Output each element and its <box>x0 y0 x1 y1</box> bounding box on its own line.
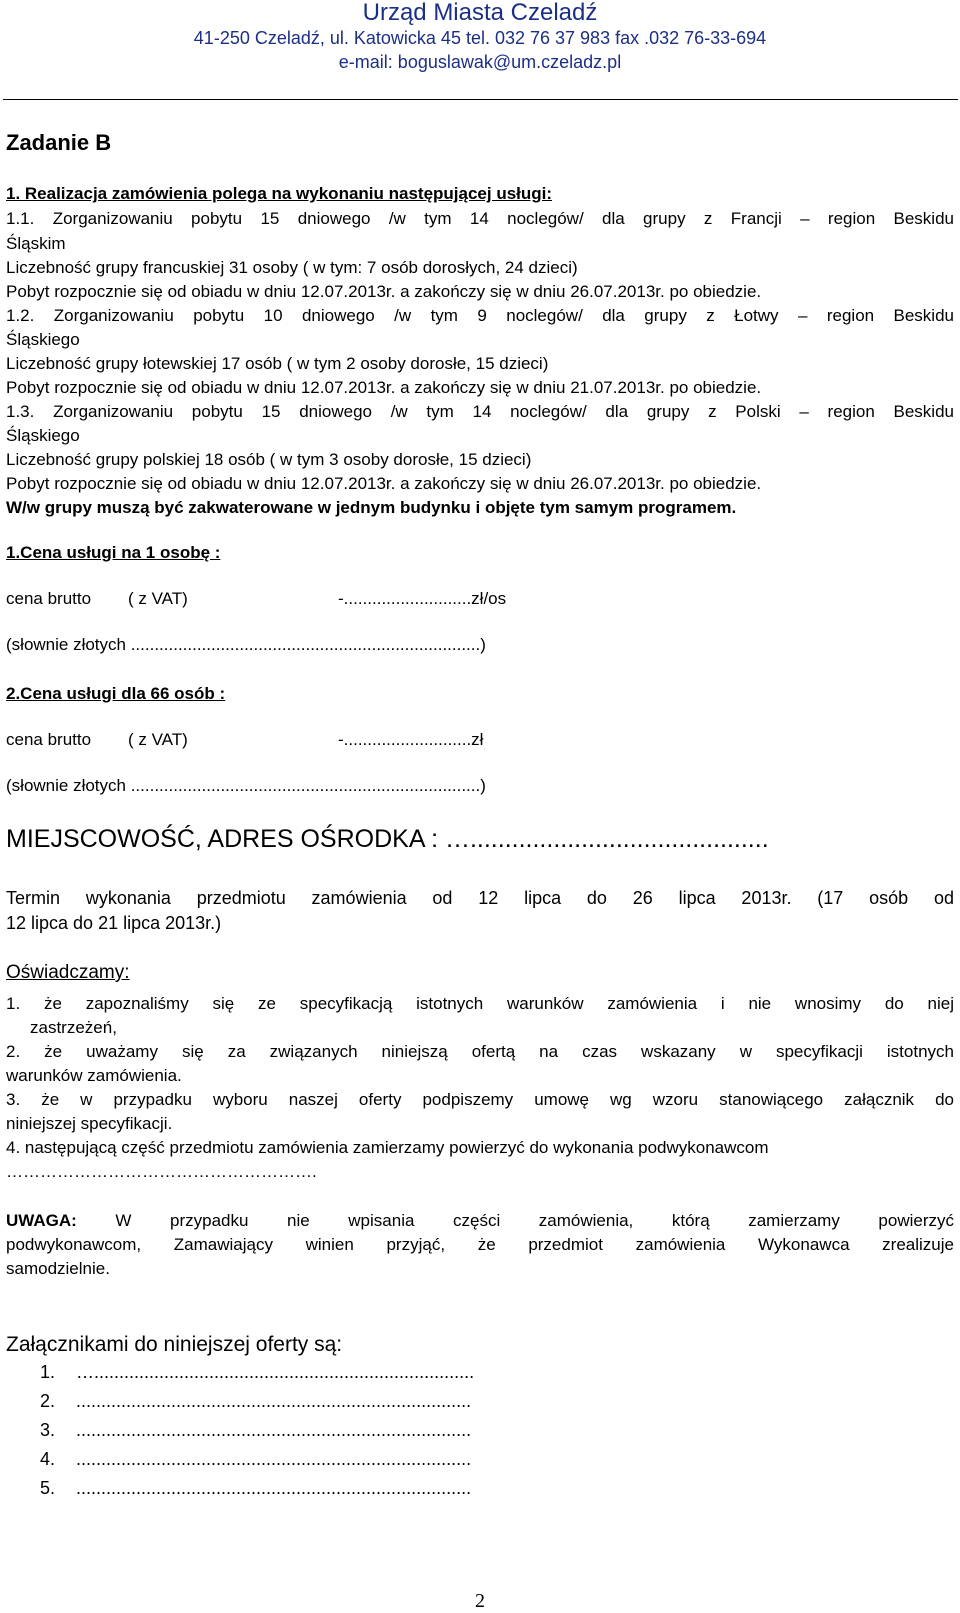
price1-title: 1.Cena usługi na 1 osobę : <box>6 543 221 562</box>
term-line2: 12 lipca do 21 lipca 2013r.) <box>6 913 222 933</box>
group2-line1: 1.2. Zorganizowaniu pobytu 10 dniowego /w tym 9 noclegów/ dla grupy z Łotwy – region Beskidu <box>6 306 954 325</box>
office-email: e-mail: boguslawak@um.czeladz.pl <box>338 52 622 72</box>
price2-vat: ( z VAT) <box>128 730 188 749</box>
attachment-item: 2. ............................................................................... <box>40 1391 472 1411</box>
term-line1: Termin wykonania przedmiotu zamówienia od 12 lipca do 26 lipca 2013r. (17 osób od <box>6 888 954 908</box>
office-name: Urząd Miasta Czeladź <box>362 0 598 26</box>
attachments-title: Załącznikami do niniejszej oferty są: <box>6 1333 343 1356</box>
price1-value-field: -...........................zł/os <box>338 589 507 608</box>
warning-text: W przypadku nie wpisania części zamówienia, którą zamierzamy powierzyć <box>76 1211 954 1230</box>
group1-size: Liczebność grupy francuskiej 31 osoby ( w tym: 7 osób dorosłych, 24 dzieci) <box>6 258 578 277</box>
declaration-2-cont: warunków zamówienia. <box>6 1066 182 1085</box>
header-divider <box>3 99 958 100</box>
group1-line1: 1.1. Zorganizowaniu pobytu 15 dniowego /w tym 14 noclegów/ dla grupy z Francji – region Beskidu <box>6 209 954 228</box>
declaration-1: 1. że zapoznaliśmy się ze specyfikacją istotnych warunków zamówienia i nie wnosimy do niej <box>6 994 954 1013</box>
group2-line2: Śląskiego <box>6 330 80 349</box>
declaration-4-field: ………………………………………………. <box>6 1162 317 1181</box>
letterhead <box>0 0 960 74</box>
task-title: Zadanie B <box>6 130 112 155</box>
accommodation-note: W/w grupy muszą być zakwaterowane w jednym budynku i objęte tym samym programem. <box>6 498 737 517</box>
group3-dates: Pobyt rozpocznie się od obiadu w dniu 12.07.2013r. a zakończy się w dniu 26.07.2013r. po obiedzie. <box>6 474 762 493</box>
attachment-item: 1. …............................................................................ <box>40 1362 475 1382</box>
declaration-3: 3. że w przypadku wyboru naszej oferty podpiszemy umowę wg wzoru stanowiącego załącznik do <box>6 1090 954 1109</box>
group1-line2: Śląskim <box>6 234 66 253</box>
warning-line1 <box>6 1210 954 1232</box>
price1-vat: ( z VAT) <box>128 589 188 608</box>
declaration-title: Oświadczamy: <box>6 962 130 983</box>
group3-line1: 1.3. Zorganizowaniu pobytu 15 dniowego /w tym 14 noclegów/ dla grupy z Polski – region Beskidu <box>6 402 954 421</box>
group2-dates: Pobyt rozpocznie się od obiadu w dniu 12.07.2013r. a zakończy się w dniu 21.07.2013r. po obiedzie. <box>6 378 762 397</box>
warning-line2: podwykonawcom, Zamawiający winien przyjąć, że przedmiot zamówienia Wykonawca zrealizuje <box>6 1235 954 1254</box>
declaration-1-cont: zastrzeżeń, <box>30 1018 117 1037</box>
group3-line2: Śląskiego <box>6 426 80 445</box>
attachment-item: 4. ............................................................................... <box>40 1449 472 1469</box>
location-field: MIEJSCOWOŚĆ, ADRES OŚRODKA : …........................................... <box>6 825 769 853</box>
declaration-3-cont: niniejszej specyfikacji. <box>6 1114 173 1133</box>
group2-size: Liczebność grupy łotewskiej 17 osób ( w tym 2 osoby dorosłe, 15 dzieci) <box>6 354 549 373</box>
price1-words-field: (słownie złotych ..........................................................................) <box>6 635 486 654</box>
declaration-4: 4. następującą część przedmiotu zamówienia zamierzamy powierzyć do wykonania podwykonawcom <box>6 1138 769 1157</box>
group3-size: Liczebność grupy polskiej 18 osób ( w tym 3 osoby dorosłe, 15 dzieci) <box>6 450 532 469</box>
price1-label: cena brutto <box>6 589 92 608</box>
price2-title: 2.Cena usługi dla 66 osób : <box>6 684 226 703</box>
page-number: 2 <box>475 1590 485 1612</box>
price2-label: cena brutto <box>6 730 92 749</box>
declaration-2: 2. że uważamy się za związanych niniejszą ofertą na czas wskazany w specyfikacji istotnych <box>6 1042 954 1061</box>
group1-dates: Pobyt rozpocznie się od obiadu w dniu 12.07.2013r. a zakończy się w dniu 26.07.2013r. po obiedzie. <box>6 282 762 301</box>
warning-label: UWAGA: <box>6 1211 77 1230</box>
price2-words-field: (słownie złotych ..........................................................................) <box>6 776 486 795</box>
warning-line3: samodzielnie. <box>6 1259 110 1278</box>
attachment-item: 5. ............................................................................... <box>40 1478 472 1498</box>
price2-value-field: -...........................zł <box>338 730 484 749</box>
office-address: 41-250 Czeladź, ul. Katowicka 45 tel. 032 76 37 983 fax .032 76-33-694 <box>193 28 767 48</box>
attachment-item: 3. ............................................................................... <box>40 1420 472 1440</box>
section1-title: 1. Realizacja zamówienia polega na wykonaniu następującej usługi: <box>6 184 553 203</box>
